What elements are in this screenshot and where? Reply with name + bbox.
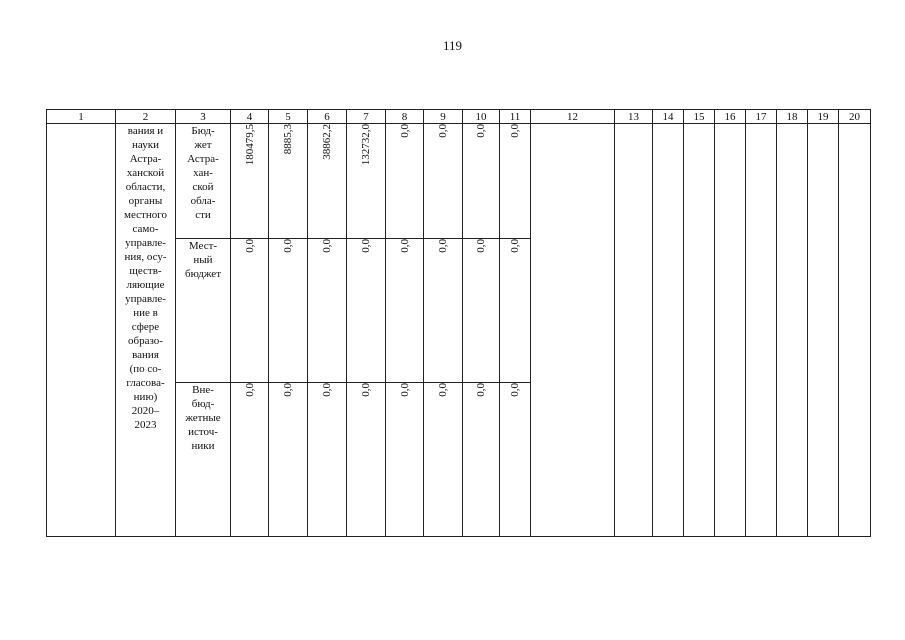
value-cell bbox=[463, 239, 500, 383]
funding-source-cell: Бюд- жет Астра- хан- ской обла- сти bbox=[176, 124, 231, 239]
value-cell bbox=[231, 383, 269, 537]
value-text: 0,0 bbox=[437, 124, 449, 138]
header-cell: 3 bbox=[176, 110, 231, 124]
header-cell: 12 bbox=[531, 110, 615, 124]
header-cell: 18 bbox=[777, 110, 808, 124]
col13-cell bbox=[615, 124, 653, 537]
value-cell bbox=[424, 383, 463, 537]
value-text: 0,0 bbox=[398, 239, 411, 253]
table-row bbox=[47, 124, 871, 239]
header-cell: 19 bbox=[808, 110, 839, 124]
col12-cell bbox=[531, 124, 615, 537]
header-cell: 4 bbox=[231, 110, 269, 124]
value-text: 0,0 bbox=[509, 383, 521, 397]
header-cell: 7 bbox=[347, 110, 386, 124]
value-cell bbox=[231, 239, 269, 383]
value-text: 0,0 bbox=[509, 124, 521, 138]
funding-source-cell: Мест- ный бюджет bbox=[176, 239, 231, 383]
header-cell: 15 bbox=[684, 110, 715, 124]
value-text: 0,0 bbox=[282, 383, 294, 397]
funding-source-cell: Вне- бюд- жетные источ- ники bbox=[176, 383, 231, 537]
executor-cell: вания и науки Астра- ханской области, органы местного само- управле- ния, осу- ществ- ляющие управле- ние в сфере образо- вания (по со- гласова- нию) 2020– 2023 bbox=[116, 124, 176, 537]
value-text: 0,0 bbox=[475, 124, 487, 138]
value-text: 0,0 bbox=[437, 239, 449, 253]
value-text: 132732,0 bbox=[360, 124, 372, 166]
header-cell: 2 bbox=[116, 110, 176, 124]
value-text: 0,0 bbox=[321, 239, 333, 253]
header-cell: 9 bbox=[424, 110, 463, 124]
value-text: 180479,5 bbox=[243, 124, 256, 166]
col14-cell bbox=[653, 124, 684, 537]
value-cell bbox=[500, 383, 531, 537]
value-cell bbox=[269, 383, 308, 537]
value-cell bbox=[347, 124, 386, 239]
value-cell bbox=[386, 383, 424, 537]
value-cell bbox=[308, 383, 347, 537]
value-text: 0,0 bbox=[475, 239, 487, 253]
value-cell bbox=[308, 124, 347, 239]
value-text: 0,0 bbox=[398, 383, 411, 397]
col1-cell bbox=[47, 124, 116, 537]
value-cell bbox=[500, 239, 531, 383]
col20-cell bbox=[839, 124, 871, 537]
header-cell: 1 bbox=[47, 110, 116, 124]
value-text: 0,0 bbox=[360, 383, 372, 397]
value-cell bbox=[463, 383, 500, 537]
header-cell: 10 bbox=[463, 110, 500, 124]
value-cell bbox=[347, 239, 386, 383]
header-cell: 5 bbox=[269, 110, 308, 124]
value-text: 0,0 bbox=[360, 239, 372, 253]
col17-cell bbox=[746, 124, 777, 537]
value-text: 0,0 bbox=[243, 383, 256, 397]
value-text: 0,0 bbox=[475, 383, 487, 397]
col16-cell bbox=[715, 124, 746, 537]
value-text: 0,0 bbox=[509, 239, 521, 253]
value-text: 0,0 bbox=[282, 239, 294, 253]
value-cell bbox=[424, 124, 463, 239]
value-cell bbox=[500, 124, 531, 239]
header-cell: 13 bbox=[615, 110, 653, 124]
value-text: 8885,3 bbox=[282, 124, 294, 155]
value-cell bbox=[424, 239, 463, 383]
header-cell: 14 bbox=[653, 110, 684, 124]
header-cell: 20 bbox=[839, 110, 871, 124]
col18-cell bbox=[777, 124, 808, 537]
value-cell bbox=[386, 124, 424, 239]
col15-cell bbox=[684, 124, 715, 537]
header-cell: 17 bbox=[746, 110, 777, 124]
header-cell: 11 bbox=[500, 110, 531, 124]
value-text: 0,0 bbox=[437, 383, 449, 397]
value-cell bbox=[269, 124, 308, 239]
header-cell: 6 bbox=[308, 110, 347, 124]
value-cell bbox=[231, 124, 269, 239]
value-text: 0,0 bbox=[243, 239, 256, 253]
header-cell: 8 bbox=[386, 110, 424, 124]
value-cell bbox=[269, 239, 308, 383]
value-cell bbox=[386, 239, 424, 383]
budget-table bbox=[46, 109, 871, 537]
value-cell bbox=[463, 124, 500, 239]
value-text: 0,0 bbox=[398, 124, 411, 138]
col19-cell bbox=[808, 124, 839, 537]
header-cell: 16 bbox=[715, 110, 746, 124]
header-row bbox=[47, 110, 871, 124]
value-cell bbox=[308, 239, 347, 383]
value-text: 38862,2 bbox=[321, 124, 333, 160]
page-number: 119 bbox=[442, 38, 463, 53]
value-cell bbox=[347, 383, 386, 537]
value-text: 0,0 bbox=[321, 383, 333, 397]
